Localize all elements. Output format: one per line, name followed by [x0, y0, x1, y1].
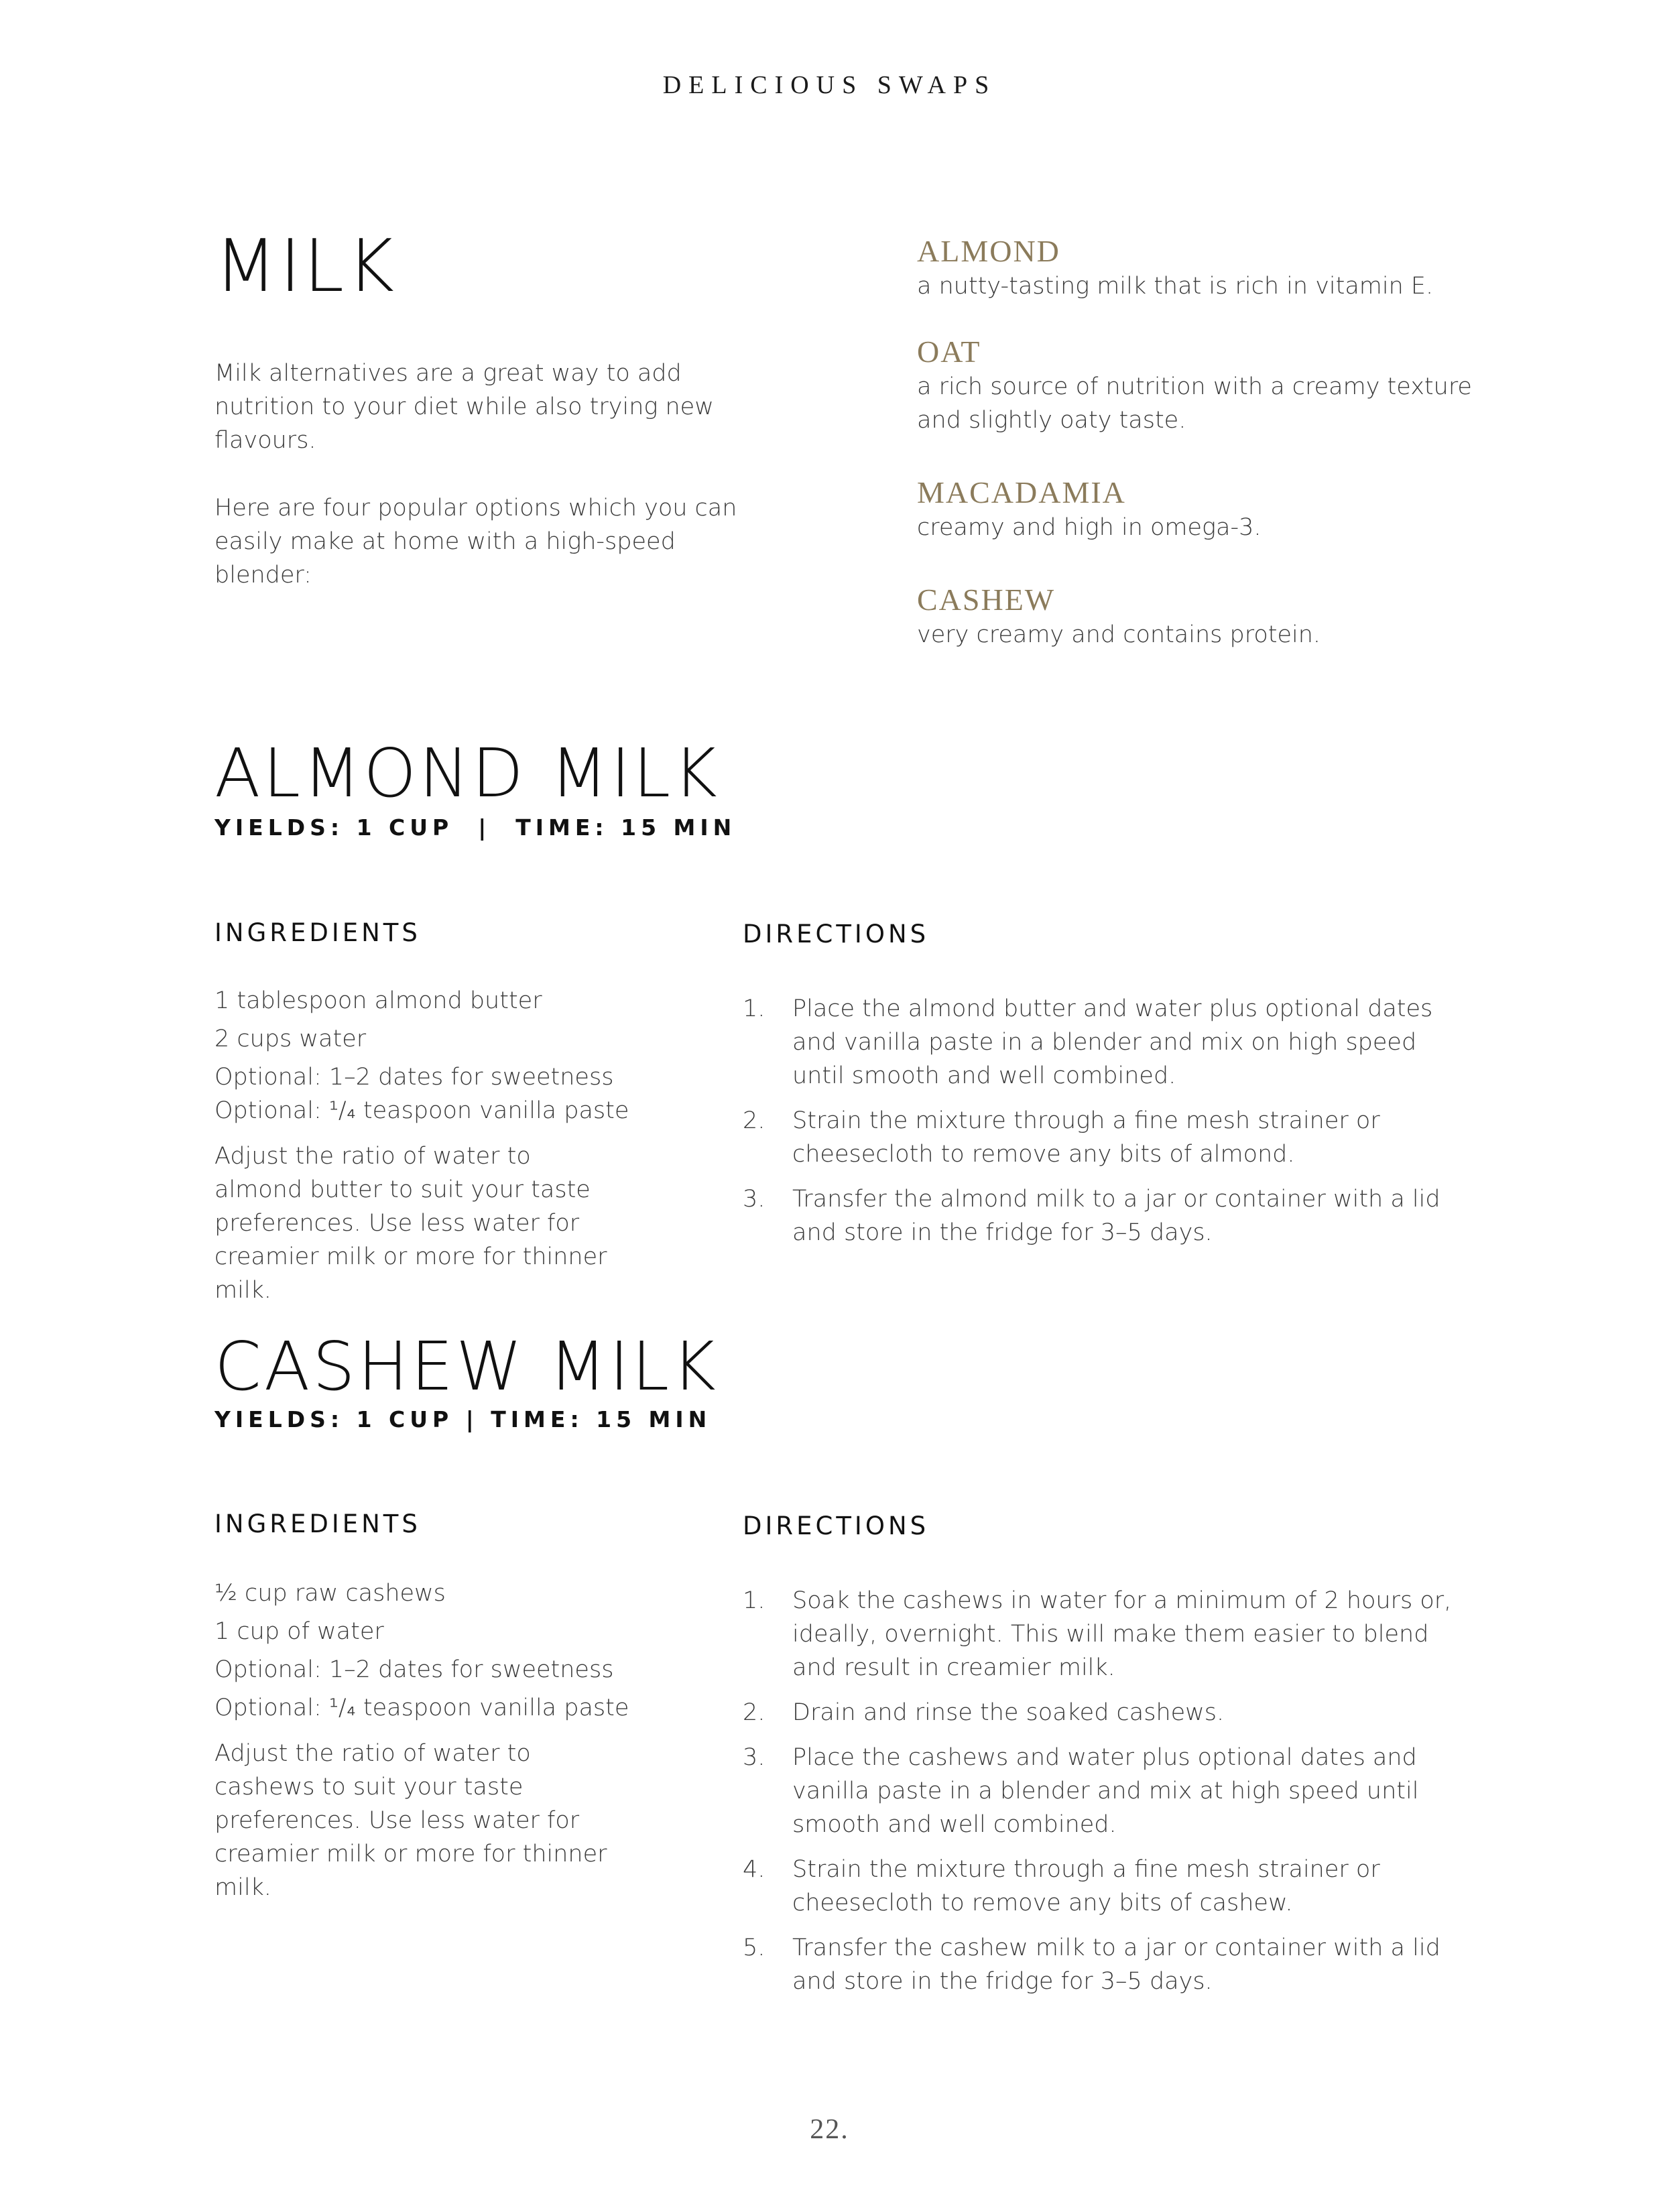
step-number: 3. — [743, 1744, 765, 1771]
ingredient-item: 1 tablespoon almond butter — [214, 987, 542, 1014]
option-name: OAT — [917, 334, 981, 369]
direction-step — [743, 1853, 1453, 1920]
option-description: a nutty-tasting milk that is rich in vitamin E. — [917, 273, 1434, 300]
option-description: creamy and high in omega-3. — [917, 514, 1262, 541]
directions-list — [743, 992, 1453, 1249]
ingredient-item: Optional: 1–2 dates for sweetness — [214, 1656, 614, 1683]
ingredient-item: Optional: ¹/₄ teaspoon vanilla paste — [214, 1695, 629, 1721]
step-number: 5. — [743, 1934, 765, 1961]
intro-paragraph: Milk alternatives are a great way to add nutrition to your diet while also trying new flavours. — [214, 360, 714, 454]
intro-paragraph: Here are four popular options which you can easily make at home with a high-speed blender: — [214, 495, 737, 589]
step-text: Drain and rinse the soaked cashews. — [792, 1699, 1225, 1726]
directions-heading: DIRECTIONS — [743, 1512, 930, 1540]
option-description: very creamy and contains protein. — [917, 621, 1321, 648]
ingredients-heading: INGREDIENTS — [214, 918, 421, 947]
directions-column — [743, 1584, 1453, 2010]
step-text: Place the cashews and water plus optional dates and vanilla paste in a blender and mix at high speed until smooth and well combined. — [792, 1744, 1419, 1838]
recipe-meta: YIELDS: 1 CUP | TIME: 15 MIN — [214, 1406, 712, 1432]
option-name: ALMOND — [917, 234, 1060, 268]
step-text: Place the almond butter and water plus optional dates and vanilla paste in a blender and mix on high speed until smooth and well combined. — [792, 995, 1433, 1089]
directions-list — [743, 1584, 1453, 1998]
step-number: 3. — [743, 1186, 765, 1213]
directions-column — [743, 992, 1453, 1261]
direction-step — [743, 1931, 1453, 1998]
milk-option-almond — [917, 233, 1520, 303]
ingredients-column — [214, 1577, 684, 1904]
recipe-title: ALMOND MILK — [214, 734, 720, 812]
ingredients-list — [214, 984, 684, 1127]
ingredients-note: Adjust the ratio of water to almond butter to suit your taste preferences. Use less water for creamier milk or more for thinner milk. — [214, 1143, 607, 1304]
direction-step — [743, 1104, 1453, 1171]
step-number: 4. — [743, 1856, 765, 1883]
milk-option-cashew — [917, 582, 1520, 652]
ingredients-column — [214, 984, 684, 1307]
step-text: Transfer the cashew milk to a jar or container with a lid and store in the fridge for 3–5 days. — [792, 1934, 1440, 1995]
option-name: CASHEW — [917, 582, 1056, 617]
step-text: Strain the mixture through a fine mesh strainer or cheesecloth to remove any bits of almond. — [792, 1107, 1380, 1168]
page-number: 22. — [810, 2114, 849, 2145]
ingredient-item: Optional: 1–2 dates for sweetness — [214, 1064, 614, 1091]
option-description: a rich source of nutrition with a creamy texture and slightly oaty taste. — [917, 373, 1472, 434]
option-name: MACADAMIA — [917, 475, 1126, 509]
ingredients-note: Adjust the ratio of water to cashews to suit your taste preferences. Use less water for creamier milk or more for thinner milk. — [214, 1740, 607, 1901]
direction-step — [743, 992, 1453, 1093]
running-header: DELICIOUS SWAPS — [662, 71, 997, 99]
step-text: Transfer the almond milk to a jar or container with a lid and store in the fridge for 3–5 days. — [792, 1186, 1440, 1246]
step-text: Soak the cashews in water for a minimum of 2 hours or, ideally, overnight. This will make them easier to blend and result in creamier milk. — [792, 1587, 1452, 1681]
direction-step — [743, 1182, 1453, 1249]
step-text: Strain the mixture through a fine mesh strainer or cheesecloth to remove any bits of cashew. — [792, 1856, 1380, 1916]
ingredients-list — [214, 1577, 684, 1725]
step-number: 1. — [743, 995, 765, 1022]
milk-option-macadamia — [917, 475, 1520, 544]
direction-step — [743, 1696, 1453, 1729]
ingredient-item: Optional: ¹/₄ teaspoon vanilla paste — [214, 1097, 629, 1124]
step-number: 2. — [743, 1699, 765, 1726]
ingredient-item: 1 cup of water — [214, 1618, 384, 1645]
directions-heading: DIRECTIONS — [743, 920, 930, 948]
direction-step — [743, 1741, 1453, 1841]
step-number: 1. — [743, 1587, 765, 1614]
ingredient-item: ½ cup raw cashews — [214, 1580, 446, 1607]
milk-option-oat — [917, 334, 1520, 437]
ingredient-item: 2 cups water — [214, 1026, 367, 1052]
page-title: MILK — [214, 225, 397, 308]
step-number: 2. — [743, 1107, 765, 1134]
ingredients-heading: INGREDIENTS — [214, 1510, 421, 1538]
recipe-meta: YIELDS: 1 CUP | TIME: 15 MIN — [214, 814, 737, 841]
recipe-title: CASHEW MILK — [214, 1327, 719, 1406]
direction-step — [743, 1584, 1453, 1684]
